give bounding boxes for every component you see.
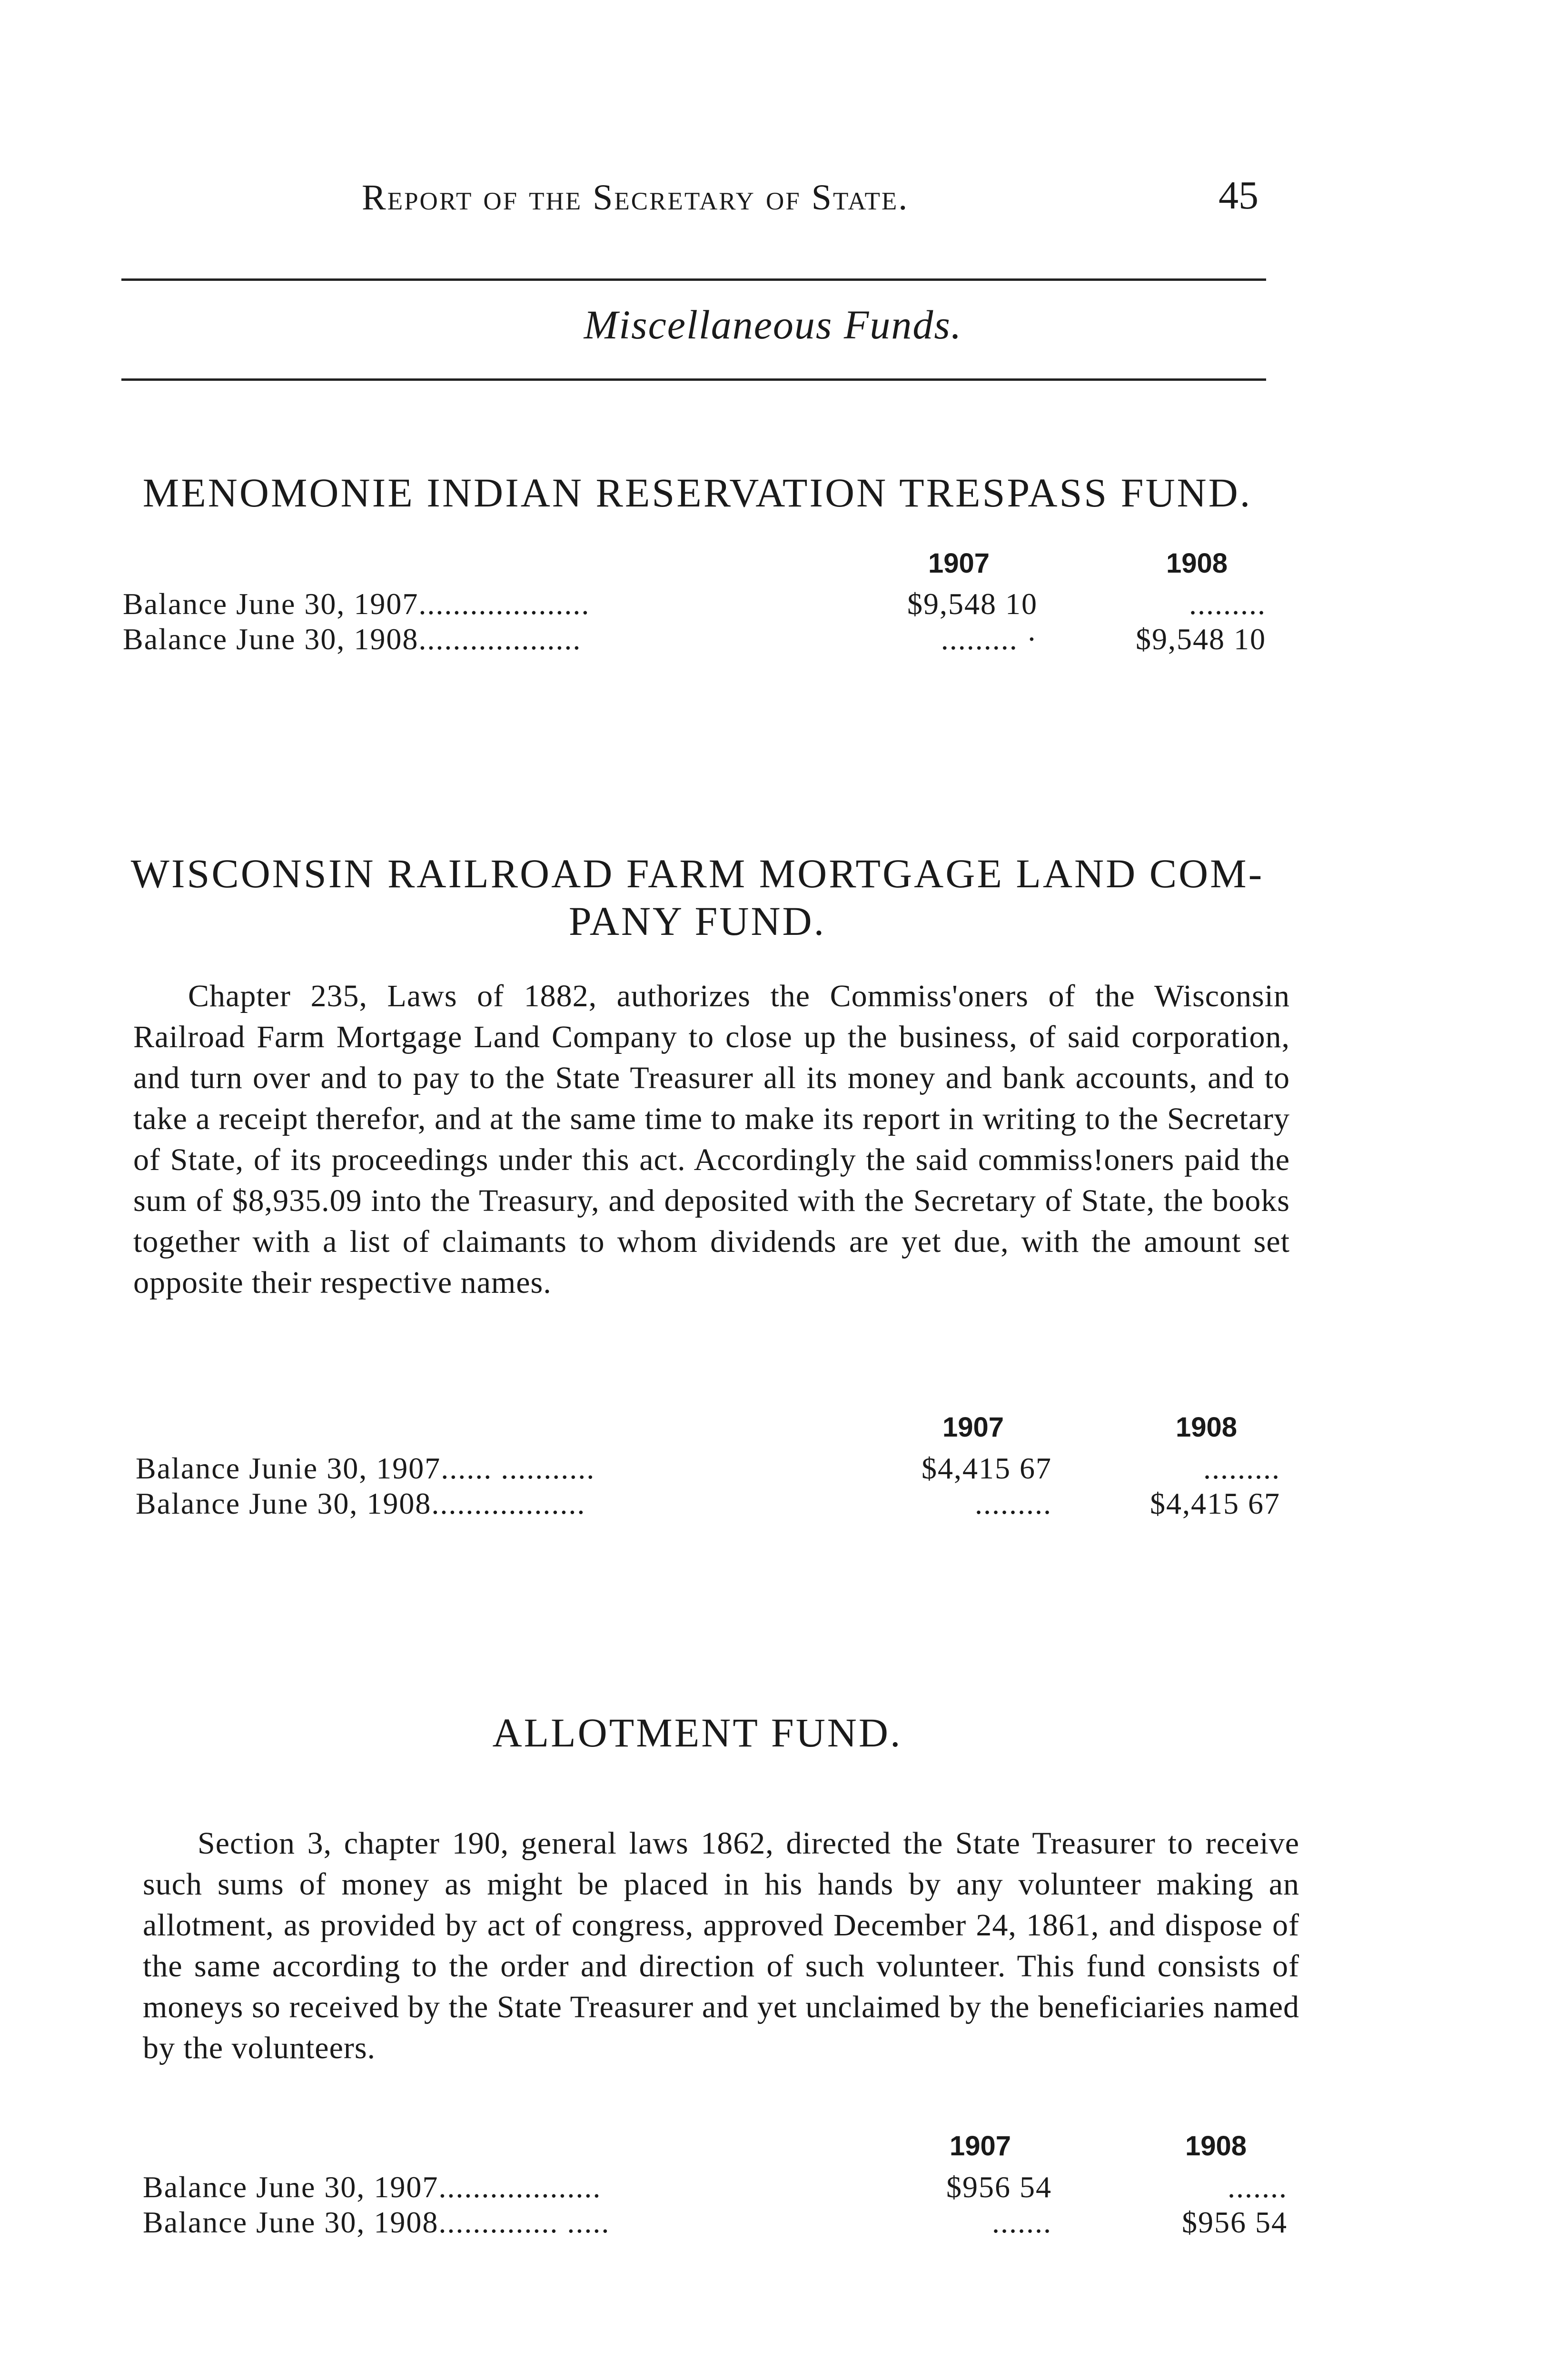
section-subheading: Miscellaneous Funds. — [584, 302, 962, 347]
balance-1907-value: $4,415 67 — [922, 1451, 1052, 1485]
year-header-1908: 1908 — [1176, 1412, 1238, 1443]
fund-description-text: Chapter 235, Laws of 1882, authorizes the Commiss'oners of the Wisconsin Railroad Farm Mortgage Land Company to close up the business, of said corporation, and turn over and to pay to the State Treasurer all its money and bank accounts, and to take a receipt therefor, and at the same time to make its report in writing to the Secretary of State, of its proceedings under this act. Accordingly the said commiss!oners paid the sum of $8,935.09 into the Treasury, and deposited with the Secretary of State, the books together with a list of claimants to whom dividends are yet due, with the amount set opposite their respective names. — [133, 979, 1290, 1300]
page-number: 45 — [1219, 173, 1259, 218]
balance-row-label: Balance June 30, 1907................... — [143, 2170, 602, 2204]
fund-description — [143, 1823, 1299, 2069]
fund-description-text: Section 3, chapter 190, general laws 1862, directed the State Treasurer to receive such sums of money as might be placed in his hands by any volunteer making an allotment, as provided by act of congress, approved December 24, 1861, and dispose of the same according to the order and direction of such volunteer. This fund consists of moneys so received by the State Treasurer and yet unclaimed by the beneficiaries named by the volunteers. — [143, 1826, 1299, 2065]
balance-1907-value: $956 54 — [946, 2170, 1052, 2204]
balance-1907-value: ....... — [992, 2205, 1052, 2239]
top-rule — [121, 278, 1266, 281]
year-header-1907: 1907 — [928, 548, 990, 579]
bottom-rule — [121, 378, 1266, 381]
balance-1907-value: ......... · — [941, 622, 1038, 656]
balance-1908-value: $4,415 67 — [1150, 1487, 1280, 1520]
balance-row-label: Balance June 30, 1908.................. — [136, 1487, 586, 1520]
balance-1907-value: $9,548 10 — [907, 587, 1038, 621]
balance-row-label: Balance June 30, 1908................... — [123, 622, 582, 656]
fund-title-line: WISCONSIN RAILROAD FARM MORTGAGE LAND COM- — [130, 851, 1264, 896]
running-header: Report of the Secretary of State. — [362, 178, 909, 218]
fund-title-menomonie: MENOMONIE INDIAN RESERVATION TRESPASS FUND. — [142, 470, 1252, 516]
balance-1908-value: $9,548 10 — [1136, 622, 1266, 656]
balance-row-label: Balance Junie 30, 1907...... ........... — [136, 1451, 595, 1485]
year-header-1908: 1908 — [1166, 548, 1228, 579]
year-header-1908: 1908 — [1185, 2131, 1247, 2162]
balance-1908-value: $956 54 — [1182, 2205, 1288, 2239]
balance-row-label: Balance June 30, 1908.............. ..... — [143, 2205, 610, 2239]
balance-1908-value: ......... — [1189, 587, 1266, 621]
balance-row-label: Balance June 30, 1907.................... — [123, 587, 590, 621]
fund-description — [133, 976, 1290, 1303]
fund-title-line: PANY FUND. — [568, 898, 826, 944]
year-header-1907: 1907 — [942, 1412, 1004, 1443]
balance-1908-value: ....... — [1228, 2170, 1288, 2204]
balance-1908-value: ......... — [1203, 1451, 1280, 1485]
fund-title-wisconsin-railroad — [119, 850, 1276, 945]
year-header-1907: 1907 — [950, 2131, 1011, 2162]
balance-1907-value: ......... — [975, 1487, 1052, 1520]
fund-title-allotment: ALLOTMENT FUND. — [492, 1710, 902, 1755]
